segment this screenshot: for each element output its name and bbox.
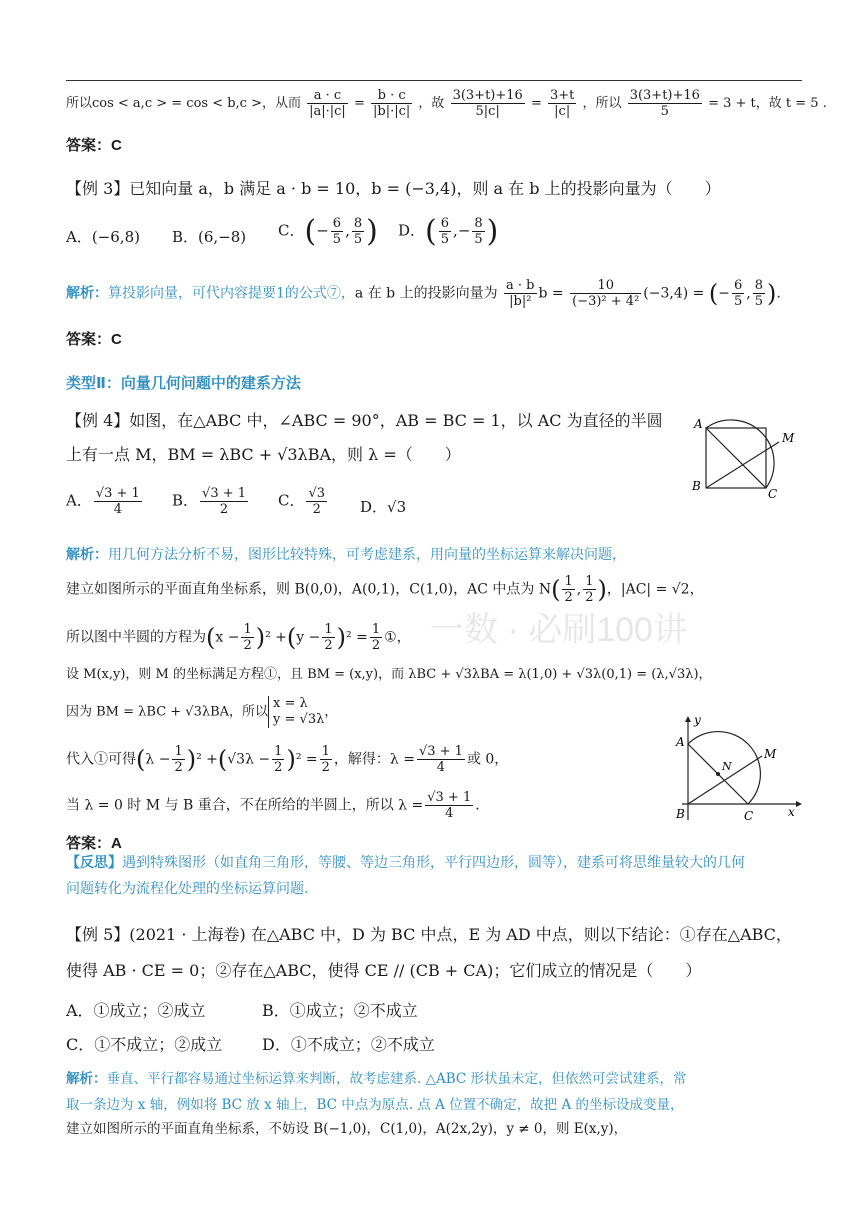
option-d: D．( $\frac{6}{5}$ ,− $\frac{8}{5}$ ) — [398, 214, 499, 249]
answer-1: 答案：C — [66, 137, 122, 154]
example-3-question: 【例 3】已知向量 a，b 满足 a · b = 10，b = (−3,4)，则 a 在 b 上的投影向量为（ ） — [66, 179, 721, 198]
example-3-solution: 解析：算投影向量，可代内容提要1的公式⑦，a 在 b 上的投影向量为 $\frac{a \cdot b}{\text{|b|²}}$ b = $\frac{10}{\text{(−3)² + 4²}}$ (−3,4) = (− $\frac{6}{5}$ , $\frac{8}{5}$ ). — [66, 278, 781, 309]
option-b: B． $\frac{√3 + 1}{2}$ — [172, 486, 247, 517]
label-b: B — [676, 807, 685, 821]
label-c: C — [744, 809, 754, 823]
option-c: C．①不成立；②成立 — [66, 1035, 223, 1054]
watermark: 一数 · 必刷100讲 — [430, 611, 687, 649]
example-4-question-2: 上有一点 M，BM = λBC + √3λBA，则 λ =（ ） — [66, 445, 461, 464]
example-5-solution-3: 建立如图所示的平面直角坐标系，不妨设 B(−1,0)，C(1,0)，A(2x,2y)，y ≠ 0，则 E(x,y)， — [66, 1121, 628, 1137]
text: 所以cos < a,c > = cos < b,c >，从而 — [66, 96, 301, 111]
example-4-solution-3: 所以图中半圆的方程为(x − $\frac{1}{2}$ )² +(y − $\frac{1}{2}$ )² = $\frac{1}{2}$ ①， — [66, 622, 411, 653]
label-m: M — [764, 747, 777, 761]
label-b: B — [692, 479, 701, 493]
example-4-solution-4: 设 M(x,y)，则 M 的坐标满足方程①，且 BM = (x,y)，而 λBC + √3λBA = λ(1,0) + √3λ(0,1) = (λ,√3λ)， — [66, 667, 712, 682]
figure-coordinate-system — [668, 712, 808, 827]
option-a: A． $\frac{√3 + 1}{4}$ — [66, 486, 140, 517]
answer-2: 答案：C — [66, 331, 122, 348]
example-5-question-2: 使得 AB · CE = 0；②存在△ABC，使得 CE // (CB + CA)；它们成立的情况是（ ） — [66, 961, 702, 980]
example-5-question-1: 【例 5】(2021 · 上海卷) 在△ABC 中，D 为 BC 中点，E 为 AD 中点，则以下结论：①存在△ABC， — [66, 925, 792, 944]
example-5-solution-1: 解析：垂直、平行都容易通过坐标运算来判断，故考虑建系. △ABC 形状虽未定，但依然可尝试建系，常 — [66, 1071, 687, 1087]
option-b: B．(6,−8) — [172, 228, 247, 246]
header-rule — [66, 80, 802, 81]
answer-3: 答案：A — [66, 835, 122, 852]
example-4-solution-1: 解析：用几何方法分析不易，图形比较特殊，可考虑建系，用向量的坐标运算来解决问题， — [66, 547, 626, 563]
fraction: $\frac{3(3+t)+16}{5|c|}$ — [452, 88, 523, 119]
fraction: $\frac{3(3+t)+16}{5}$ — [629, 88, 700, 119]
label-x: x — [788, 805, 795, 819]
option-c: C． $\frac{√3}{2}$ — [278, 486, 326, 517]
option-c: C．(− $\frac{6}{5}$ , $\frac{8}{5}$ ) — [278, 214, 378, 249]
option-d: D．①不成立；②不成立 — [262, 1035, 435, 1054]
section-heading: 类型Ⅱ：向量几何问题中的建系方法 — [66, 374, 301, 392]
fraction: $\frac{b \cdot c}{|b|\cdot|c|}$ — [373, 88, 411, 119]
label-a: A — [676, 735, 685, 749]
reflection-2: 问题转化为流程化处理的坐标运算问题. — [66, 881, 309, 897]
reflection-1: 【反思】遇到特殊图形（如直角三角形，等腰、等边三角形，平行四边形，圆等），建系可将思维量较大的几何 — [66, 855, 745, 871]
example-4-solution-5: 因为 BM = λBC + √3λBA，所以 x = λ y = √3λ ， — [66, 696, 338, 727]
option-a: A．(−6,8) — [66, 228, 140, 246]
option-a: A．①成立；②成立 — [66, 1001, 206, 1020]
label-n: N — [722, 760, 732, 773]
example-4-solution-7: 当 λ = 0 时 M 与 B 重合，不在所给的半圆上，所以 λ = $\frac{√3 + 1}{4}$ . — [66, 790, 480, 821]
label-a: A — [694, 417, 703, 431]
example-4-solution-6: 代入①可得(λ − $\frac{1}{2}$ )² +(√3λ − $\frac{1}{2}$ )² = $\frac{1}{2}$ ，解得：λ = $\frac{√3 + 1}{4}$ 或 0， — [66, 744, 509, 775]
example-4-question-1: 【例 4】如图，在△ABC 中，∠ABC = 90°，AB = BC = 1，以 AC 为直径的半圆 — [66, 411, 663, 430]
example-4-solution-2: 建立如图所示的平面直角坐标系，则 B(0,0)，A(0,1)，C(1,0)，AC 中点为 N( $\frac{1}{2}$ , $\frac{1}{2}$ )，|AC| = √2， — [66, 574, 704, 605]
label-m: M — [782, 431, 795, 445]
example-5-solution-2: 取一条边为 x 轴，例如将 BC 放 x 轴上，BC 中点为原点. 点 A 位置不确定，故把 A 的坐标设成变量， — [66, 1097, 684, 1113]
option-d: D．√3 — [360, 498, 407, 516]
label-c: C — [768, 487, 778, 501]
label-y: y — [694, 713, 701, 727]
option-b: B．①成立；②不成立 — [262, 1001, 418, 1020]
fraction: $\frac{3+t}{|c|}$ — [550, 88, 575, 119]
figure-semicircle — [690, 410, 805, 505]
fraction: $\frac{a \cdot c}{|a|\cdot|c|}$ — [309, 88, 346, 119]
solution-line-ex2: 所以cos < a,c > = cos < b,c >，从而 $\frac{a \cdot c}{|a|\cdot|c|}$ = $\frac{b \cdot c}{|b|\cdot|c|}$ ，故 $\frac{3(3+t)+16}{5|c|}$ = $\frac{3+t}{|c|}$ ，所以 $\frac{3(3+t)+16}{5}$ = 3 + t，故 t = 5 . — [66, 88, 827, 119]
